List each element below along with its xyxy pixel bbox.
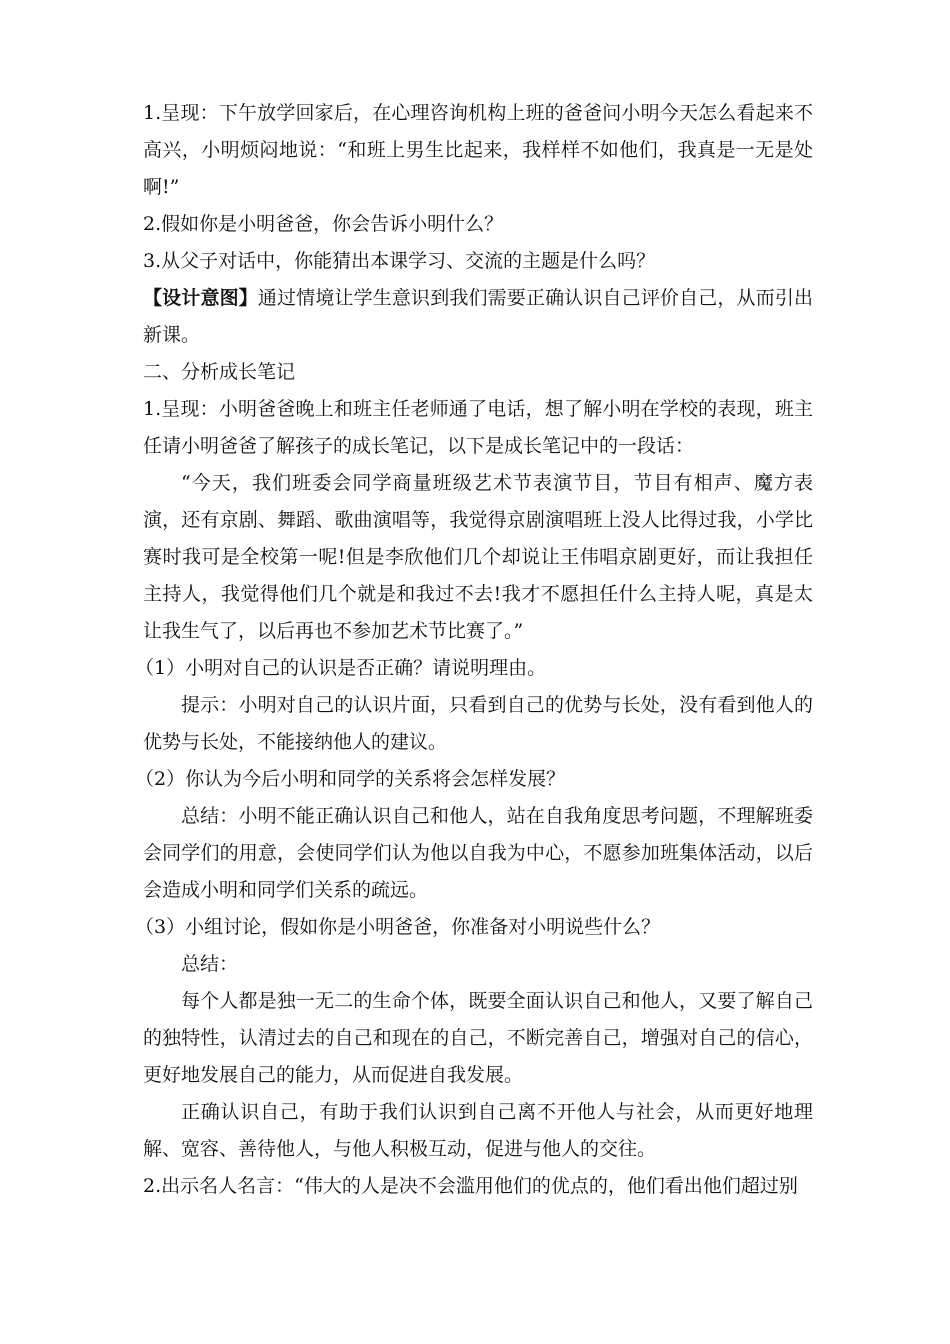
sub-question-2: （2）你认为今后小明和同学的关系将会怎样发展？ — [135, 768, 566, 790]
design-intent-label: 【设计意图】 — [143, 287, 258, 309]
paragraph-famous-quote: 2.出示名人名言：“伟大的人是决不会滥用他们的优点的，他们看出他们超过别 — [143, 1175, 798, 1197]
summary-label: 总结： — [181, 953, 239, 975]
paragraph-presentation-growth-notes: 1.呈现：小明爸爸晚上和班主任老师通了电话，想了解小明在学校的表现，班主任请小明爸爸了解孩子的成长笔记，以下是成长笔记中的一段话： — [143, 398, 813, 457]
paragraph-presentation-1: 1.呈现：下午放学回家后，在心理咨询机构上班的爸爸问小明今天怎么看起来不高兴，小明烦闷地说：“和班上男生比起来，我样样不如他们，我真是一无是处啊!” — [143, 102, 813, 198]
paragraph-question-3: 3.从父子对话中，你能猜出本课学习、交流的主题是什么吗？ — [143, 250, 656, 272]
summary-paragraph-1: 总结：小明不能正确认识自己和他人，站在自我角度思考问题，不理解班委会同学们的用意，会使同学们认为他以自我为中心，不愿参加班集体活动，以后会造成小明和同学们关系的疏远。 — [143, 805, 813, 901]
design-intent-text: 通过情境让学生意识到我们需要正确认识自己评价自己，从而引出新课。 — [143, 287, 813, 346]
sub-question-1: （1）小明对自己的认识是否正确？请说明理由。 — [135, 657, 547, 679]
growth-note-quote: “今天，我们班委会同学商量班级艺术节表演节目，节目有相声、魔方表演，还有京剧、舞蹈、歌曲演唱等，我觉得京剧演唱班上没人比得过我，小学比赛时我可是全校第一呢!但是李欣他们几个却说让王伟唱京剧更好，而让我担任主持人，我觉得他们几个就是和我过不去!我才不愿担任什么主持人呢，真是太让我生气了，以后再也不参加艺术节比赛了。” — [143, 472, 813, 642]
hint-paragraph: 提示：小明对自己的认识片面，只看到自己的优势与长处，没有看到他人的优势与长处，不能接纳他人的建议。 — [143, 694, 813, 753]
paragraph-question-2: 2.假如你是小明爸爸，你会告诉小明什么？ — [143, 213, 504, 235]
sub-question-3: （3）小组讨论，假如你是小明爸爸，你准备对小明说些什么？ — [135, 916, 661, 938]
document-body — [135, 95, 813, 1205]
paragraph-design-intent — [143, 280, 813, 354]
summary-paragraph-2: 每个人都是独一无二的生命个体，既要全面认识自己和他人，又要了解自己的独特性，认清过去的自己和现在的自己，不断完善自己，增强对自己的信心，更好地发展自己的能力，从而促进自我发展。 — [143, 990, 813, 1086]
section-heading: 二、分析成长笔记 — [143, 361, 296, 383]
summary-paragraph-3: 正确认识自己，有助于我们认识到自己离不开他人与社会，从而更好地理解、宽容、善待他人，与他人积极互动，促进与他人的交往。 — [143, 1101, 813, 1160]
